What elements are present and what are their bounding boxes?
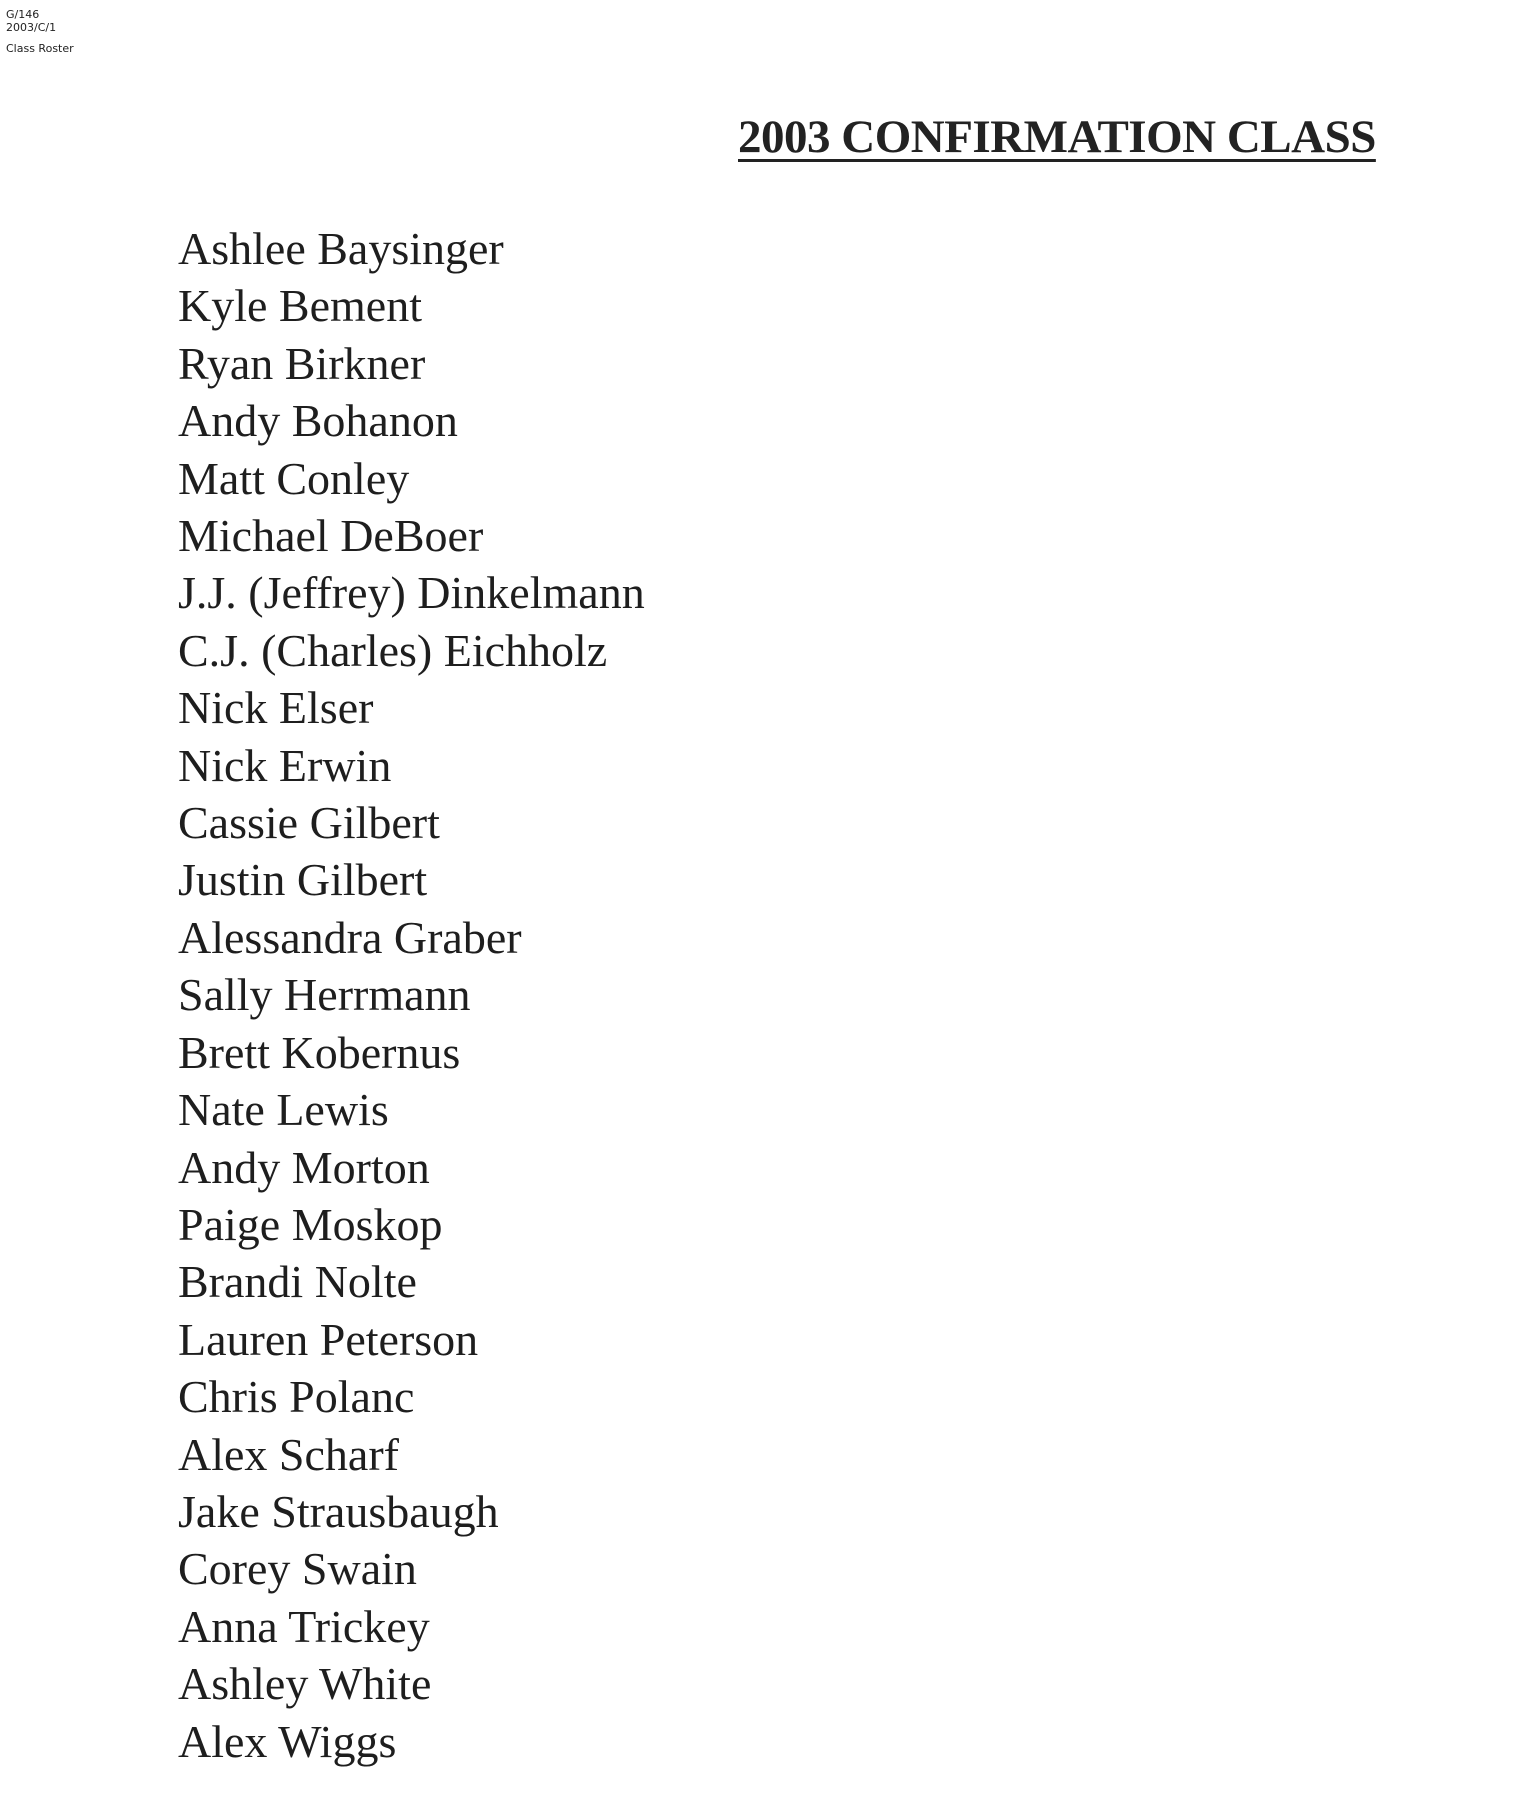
document-label: Class Roster (6, 42, 74, 55)
roster-name: Andy Morton (178, 1141, 430, 1193)
roster-name: Nate Lewis (178, 1084, 389, 1136)
roster-name: C.J. (Charles) Eichholz (178, 624, 608, 676)
spacer (6, 34, 74, 42)
roster-name: Brett Kobernus (178, 1026, 461, 1078)
roster-name: Anna Trickey (178, 1600, 430, 1652)
roster-name: Matt Conley (178, 452, 410, 504)
roster-name: Alex Scharf (178, 1428, 399, 1480)
roster-name: Paige Moskop (178, 1198, 443, 1250)
roster-name: Cassie Gilbert (178, 797, 440, 849)
roster-name: Sally Herrmann (178, 969, 471, 1021)
roster-name: Lauren Peterson (178, 1313, 479, 1365)
roster-name: J.J. (Jeffrey) Dinkelmann (178, 567, 645, 619)
roster-name: Brandi Nolte (178, 1256, 417, 1308)
roster-name: Nick Erwin (178, 739, 392, 791)
roster-name: Nick Elser (178, 682, 374, 734)
roster-name: Corey Swain (178, 1543, 417, 1595)
roster-name: Michael DeBoer (178, 510, 484, 562)
class-roster-list (178, 220, 645, 1770)
roster-name: Ashley White (178, 1658, 432, 1710)
reference-year-code: 2003/C/1 (6, 21, 57, 34)
roster-name: Alex Wiggs (178, 1715, 397, 1767)
reference-code: G/146 (6, 8, 40, 21)
roster-name: Kyle Bement (178, 280, 422, 332)
roster-name: Jake Strausbaugh (178, 1485, 499, 1537)
document-header (6, 8, 74, 55)
roster-name: Chris Polanc (178, 1371, 415, 1423)
roster-name: Alessandra Graber (178, 911, 522, 963)
roster-name: Andy Bohanon (178, 395, 458, 447)
page-title: 2003 CONFIRMATION CLASS (738, 111, 1376, 163)
roster-name: Ryan Birkner (178, 337, 426, 389)
roster-name: Justin Gilbert (178, 854, 428, 906)
roster-name: Ashlee Baysinger (178, 223, 504, 274)
